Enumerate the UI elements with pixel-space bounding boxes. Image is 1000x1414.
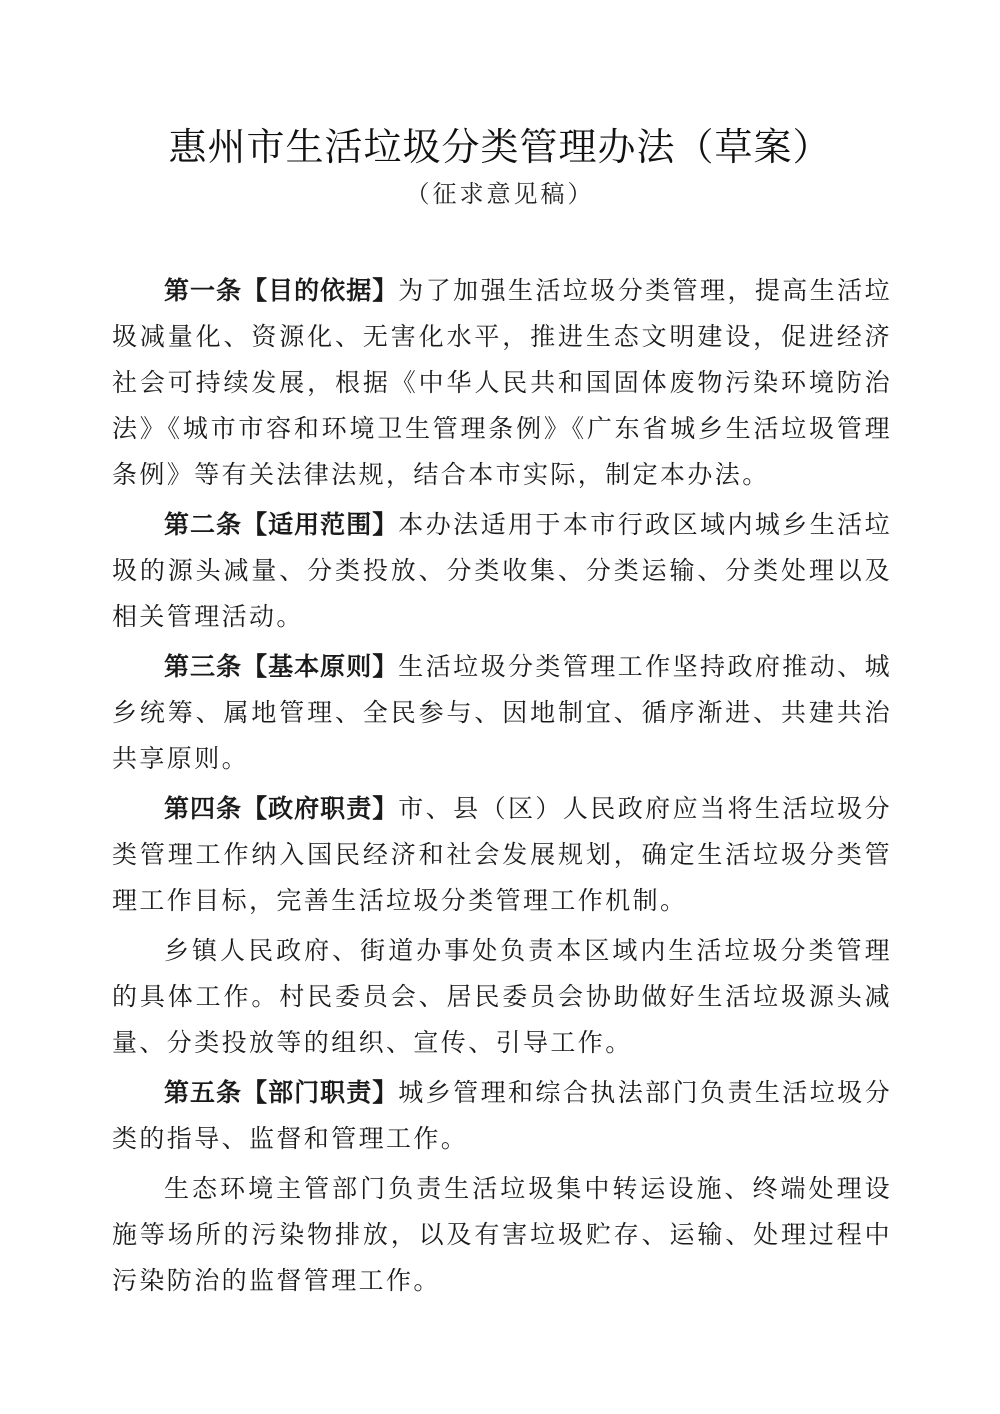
paragraph-article-2 <box>112 502 892 640</box>
article-text: 乡镇人民政府、街道办事处负责本区域内生活垃圾分类管理的具体工作。村民委员会、居民委员会协助做好生活垃圾源头减量、分类投放等的组织、宣传、引导工作。 <box>112 936 892 1057</box>
article-heading: 第二条【适用范围】 <box>164 510 399 539</box>
paragraph-article-4-continued <box>112 928 892 1066</box>
paragraph-article-1 <box>112 268 892 498</box>
article-heading: 第五条【部门职责】 <box>164 1078 399 1107</box>
paragraph-article-5-continued <box>112 1166 892 1304</box>
article-text: 市、县（区）人民政府应当将生活垃圾分类管理工作纳入国民经济和社会发展规划，确定生活垃圾分类管理工作目标，完善生活垃圾分类管理工作机制。 <box>112 794 892 915</box>
paragraph-article-5 <box>112 1070 892 1162</box>
article-text: 生活垃圾分类管理工作坚持政府推动、城乡统筹、属地管理、全民参与、因地制宜、循序渐进、共建共治共享原则。 <box>112 652 892 773</box>
article-text: 城乡管理和综合执法部门负责生活垃圾分类的指导、监督和管理工作。 <box>112 1078 892 1153</box>
page-title: 惠州市生活垃圾分类管理办法（草案） <box>168 125 832 169</box>
article-text: 生态环境主管部门负责生活垃圾集中转运设施、终端处理设施等场所的污染物排放，以及有害垃圾贮存、运输、处理过程中污染防治的监督管理工作。 <box>112 1174 892 1295</box>
document-body <box>112 268 892 1308</box>
article-heading: 第三条【基本原则】 <box>164 652 399 681</box>
paragraph-article-4 <box>112 786 892 924</box>
page-subtitle: （征求意见稿） <box>405 180 595 208</box>
article-heading: 第四条【政府职责】 <box>164 794 399 823</box>
article-heading: 第一条【目的依据】 <box>164 276 399 305</box>
paragraph-article-3 <box>112 644 892 782</box>
article-text: 本办法适用于本市行政区域内城乡生活垃圾的源头减量、分类投放、分类收集、分类运输、分类处理以及相关管理活动。 <box>112 510 892 631</box>
article-text: 为了加强生活垃圾分类管理，提高生活垃圾减量化、资源化、无害化水平，推进生态文明建设，促进经济社会可持续发展，根据《中华人民共和国固体废物污染环境防治法》《城市市容和环境卫生管理条例》《广东省城乡生活垃圾管理条例》等有关法律法规，结合本市实际，制定本办法。 <box>112 276 892 489</box>
